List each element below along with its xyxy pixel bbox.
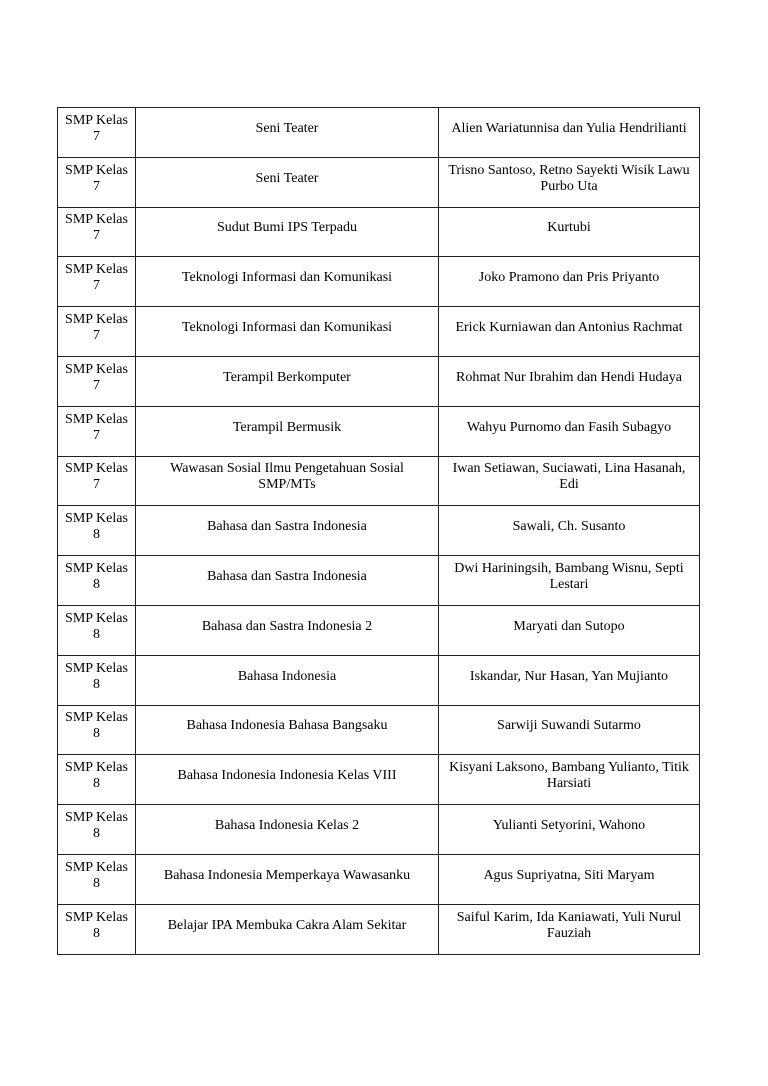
books-table-body	[58, 108, 700, 955]
book-title-cell: Teknologi Informasi dan Komunikasi	[136, 307, 439, 357]
authors-cell: Joko Pramono dan Pris Priyanto	[439, 257, 700, 307]
authors-cell: Maryati dan Sutopo	[439, 605, 700, 655]
class-level-cell: SMP Kelas 7	[58, 406, 136, 456]
book-title-cell: Seni Teater	[136, 157, 439, 207]
authors-cell: Iskandar, Nur Hasan, Yan Mujianto	[439, 655, 700, 705]
authors-cell: Sarwiji Suwandi Sutarmo	[439, 705, 700, 755]
class-level-cell: SMP Kelas 8	[58, 506, 136, 556]
book-title-cell: Bahasa Indonesia Kelas 2	[136, 805, 439, 855]
class-level-cell: SMP Kelas 7	[58, 257, 136, 307]
authors-cell: Trisno Santoso, Retno Sayekti Wisik Lawu Purbo Uta	[439, 157, 700, 207]
authors-cell: Dwi Hariningsih, Bambang Wisnu, Septi Lestari	[439, 556, 700, 606]
book-title-cell: Bahasa Indonesia Bahasa Bangsaku	[136, 705, 439, 755]
book-title-cell: Terampil Berkomputer	[136, 356, 439, 406]
class-level-cell: SMP Kelas 7	[58, 307, 136, 357]
authors-cell: Yulianti Setyorini, Wahono	[439, 805, 700, 855]
authors-cell: Erick Kurniawan dan Antonius Rachmat	[439, 307, 700, 357]
table-row	[58, 356, 700, 406]
class-level-cell: SMP Kelas 7	[58, 108, 136, 158]
book-title-cell: Bahasa Indonesia Indonesia Kelas VIII	[136, 755, 439, 805]
authors-cell: Iwan Setiawan, Suciawati, Lina Hasanah, Edi	[439, 456, 700, 506]
book-title-cell: Sudut Bumi IPS Terpadu	[136, 207, 439, 257]
table-row	[58, 506, 700, 556]
class-level-cell: SMP Kelas 8	[58, 605, 136, 655]
book-title-cell: Teknologi Informasi dan Komunikasi	[136, 257, 439, 307]
authors-cell: Kisyani Laksono, Bambang Yulianto, Titik Harsiati	[439, 755, 700, 805]
class-level-cell: SMP Kelas 8	[58, 556, 136, 606]
class-level-cell: SMP Kelas 8	[58, 655, 136, 705]
table-row	[58, 854, 700, 904]
book-title-cell: Bahasa Indonesia Memperkaya Wawasanku	[136, 854, 439, 904]
authors-cell: Alien Wariatunnisa dan Yulia Hendrilianti	[439, 108, 700, 158]
table-row	[58, 207, 700, 257]
class-level-cell: SMP Kelas 7	[58, 207, 136, 257]
class-level-cell: SMP Kelas 8	[58, 854, 136, 904]
table-row	[58, 655, 700, 705]
authors-cell: Sawali, Ch. Susanto	[439, 506, 700, 556]
book-title-cell: Terampil Bermusik	[136, 406, 439, 456]
book-title-cell: Bahasa dan Sastra Indonesia 2	[136, 605, 439, 655]
class-level-cell: SMP Kelas 8	[58, 805, 136, 855]
book-title-cell: Bahasa Indonesia	[136, 655, 439, 705]
class-level-cell: SMP Kelas 7	[58, 356, 136, 406]
table-row	[58, 755, 700, 805]
book-title-cell: Belajar IPA Membuka Cakra Alam Sekitar	[136, 904, 439, 954]
table-row	[58, 157, 700, 207]
table-row	[58, 456, 700, 506]
book-title-cell: Bahasa dan Sastra Indonesia	[136, 506, 439, 556]
table-row	[58, 805, 700, 855]
book-title-cell: Bahasa dan Sastra Indonesia	[136, 556, 439, 606]
authors-cell: Saiful Karim, Ida Kaniawati, Yuli Nurul Fauziah	[439, 904, 700, 954]
book-title-cell: Wawasan Sosial Ilmu Pengetahuan Sosial SMP/MTs	[136, 456, 439, 506]
books-table	[57, 107, 700, 955]
authors-cell: Agus Supriyatna, Siti Maryam	[439, 854, 700, 904]
class-level-cell: SMP Kelas 7	[58, 157, 136, 207]
authors-cell: Rohmat Nur Ibrahim dan Hendi Hudaya	[439, 356, 700, 406]
table-row	[58, 406, 700, 456]
class-level-cell: SMP Kelas 8	[58, 904, 136, 954]
table-row	[58, 705, 700, 755]
table-row	[58, 605, 700, 655]
book-title-cell: Seni Teater	[136, 108, 439, 158]
class-level-cell: SMP Kelas 8	[58, 755, 136, 805]
table-row	[58, 556, 700, 606]
table-row	[58, 108, 700, 158]
class-level-cell: SMP Kelas 7	[58, 456, 136, 506]
class-level-cell: SMP Kelas 8	[58, 705, 136, 755]
authors-cell: Kurtubi	[439, 207, 700, 257]
table-row	[58, 904, 700, 954]
table-row	[58, 307, 700, 357]
table-row	[58, 257, 700, 307]
authors-cell: Wahyu Purnomo dan Fasih Subagyo	[439, 406, 700, 456]
